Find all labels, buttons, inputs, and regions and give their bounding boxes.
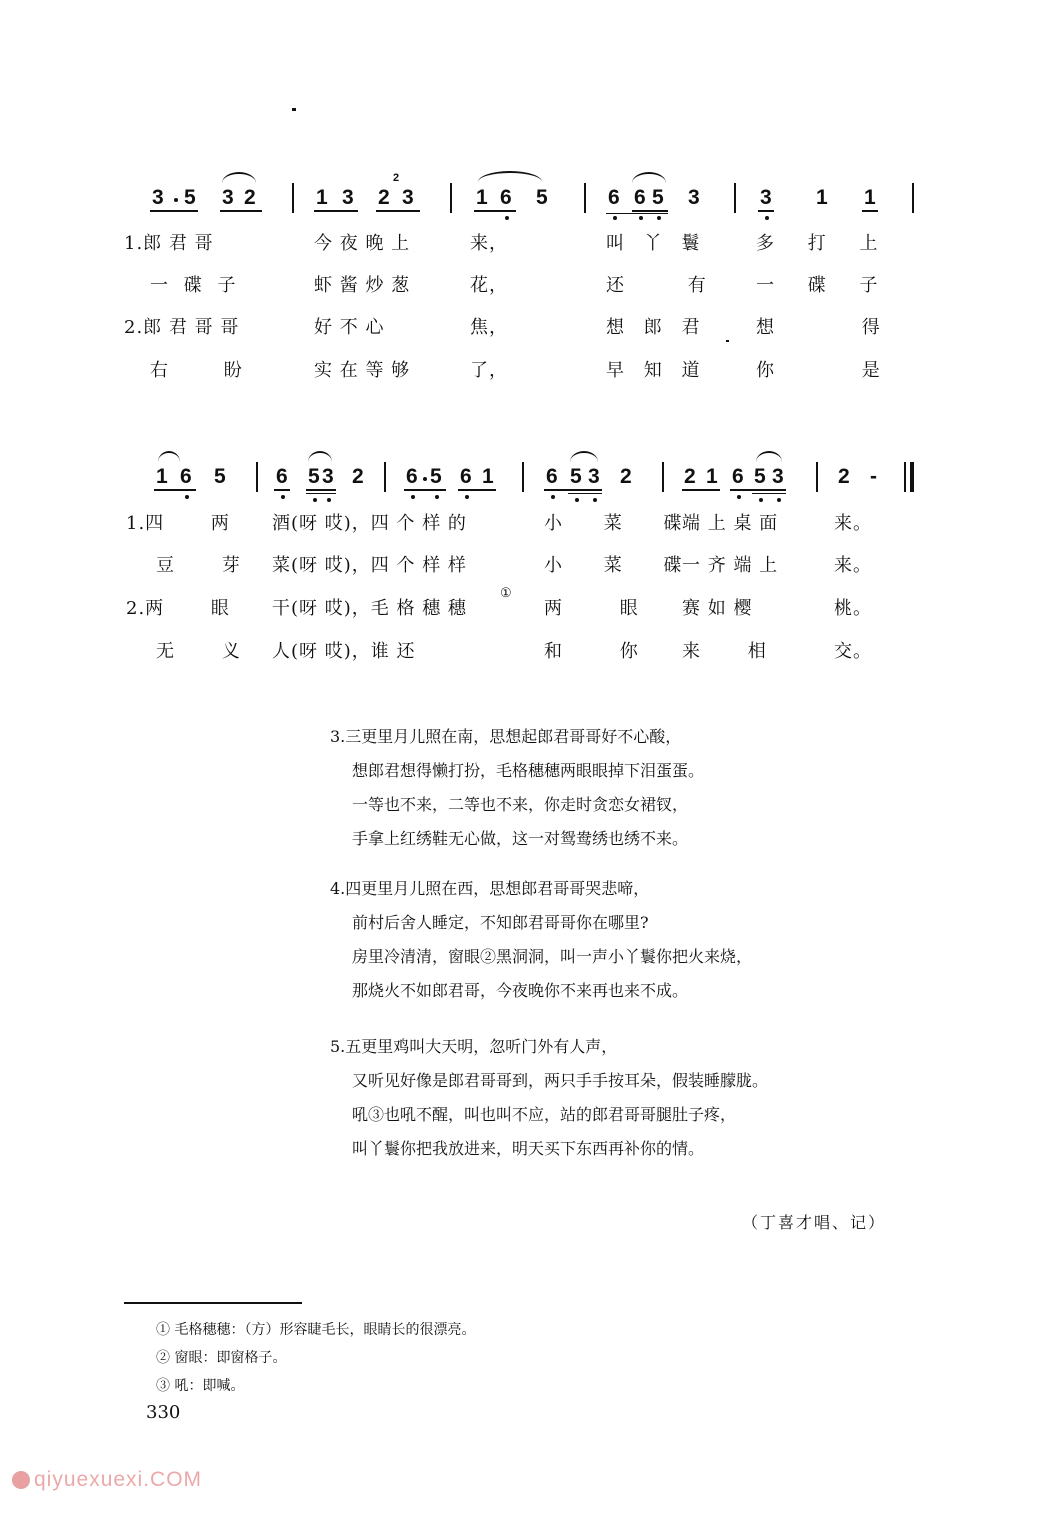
- grace-note: 2: [393, 172, 400, 184]
- dot: [575, 498, 579, 502]
- footnote: ② 窗眼：即窗格子。: [156, 1350, 287, 1366]
- note: 6: [500, 186, 512, 209]
- beam: [568, 493, 602, 494]
- notation-row-2: [0, 0, 1054, 500]
- lyric-cell: 花，: [470, 275, 508, 296]
- lyric-cell: 和 你: [544, 641, 639, 662]
- footnote-rule: [124, 1302, 302, 1304]
- note: 2: [352, 465, 364, 488]
- lyric-cell: 交。: [834, 641, 872, 662]
- note: 6: [634, 186, 646, 209]
- note: 3: [322, 465, 334, 488]
- dot: [411, 495, 415, 499]
- lyric-cell: 无 义: [156, 641, 241, 662]
- note: 3: [402, 186, 414, 209]
- lyric-cell: 桃。: [834, 598, 872, 619]
- verse-line: 一等也不来，二等也不来，你走时贪恋女裙钗，: [352, 795, 689, 814]
- dot: [185, 495, 189, 499]
- lyric-cell: 一 碟 子: [756, 275, 879, 296]
- beam: [306, 489, 336, 491]
- note: 3: [588, 465, 600, 488]
- beam: [730, 489, 786, 491]
- page-number: 330: [146, 1402, 181, 1423]
- lyric-cell: 来 相: [682, 641, 767, 662]
- note: 1: [706, 465, 718, 488]
- lyric-cell: 一 碟 子: [150, 275, 237, 296]
- lyric-cell: 叫 丫 鬟: [606, 233, 701, 254]
- verse-line: 那烧火不如郎君哥，今夜晚你不来再也来不成。: [352, 981, 689, 1000]
- note: 2: [378, 186, 390, 209]
- verse-line: 5.五更里鸡叫大天明，忽听门外有人声，: [330, 1037, 618, 1056]
- note: 6: [732, 465, 744, 488]
- note: 2: [838, 465, 850, 488]
- watermark-text: qiyuexuexi.COM: [34, 1468, 203, 1491]
- note: 6: [180, 465, 192, 488]
- note: 5: [754, 465, 766, 488]
- lyric-cell: 想 郎 君: [606, 317, 701, 338]
- beam: [274, 489, 290, 491]
- dot: [327, 498, 331, 502]
- beam: [306, 493, 336, 494]
- watermark-logo-icon: [12, 1471, 30, 1489]
- lyric-cell: 人(呀 哎)，谁 还: [272, 641, 416, 662]
- lyric-cell: 早 知 道: [606, 360, 701, 381]
- lyric-cell: 焦，: [470, 317, 508, 338]
- note: 3: [222, 186, 234, 209]
- dot: [281, 495, 285, 499]
- lyric-cell: 豆 芽: [156, 555, 241, 576]
- watermark: [6, 1462, 236, 1502]
- footnote: ③ 吼：即喊。: [156, 1378, 245, 1394]
- note: 1: [476, 186, 488, 209]
- lyric-cell: 来。: [834, 555, 872, 576]
- verse-line: 房里冷清清，窗眼②黑洞洞，叫一声小丫鬟你把火来烧，: [352, 947, 753, 966]
- lyric-cell: 2.两 眼: [126, 598, 230, 619]
- slur: [308, 451, 332, 462]
- final-barline-thick: [910, 462, 914, 492]
- note: 1: [482, 465, 494, 488]
- beam: [544, 489, 602, 491]
- note: 3: [688, 186, 700, 209]
- verse-5: [330, 1030, 768, 1166]
- lyric-cell: 今 夜 晚 上: [314, 233, 411, 254]
- lyric-cell: 右 盼: [150, 360, 243, 381]
- lyric-cell: 干(呀 哎)，毛 格 穗 穗: [272, 598, 467, 619]
- lyric-cell: 赛 如 樱: [682, 598, 753, 619]
- lyric-cell: 端 上 桌 面: [682, 513, 779, 534]
- verse-line: 4.四更里月儿照在西，思想郎君哥哥哭悲啼，: [330, 879, 650, 898]
- final-barline-thin: [904, 462, 906, 492]
- lyric-cell: 1.郎 君 哥: [124, 233, 214, 254]
- slur: [756, 451, 782, 462]
- note: 6: [460, 465, 472, 488]
- note: 2: [620, 465, 632, 488]
- verse-line: 又听见好像是郎君哥哥到，两只手手按耳朵，假装睡朦胧。: [352, 1071, 769, 1090]
- credit: （丁喜才唱、记）: [742, 1213, 887, 1232]
- note: 2: [684, 465, 696, 488]
- lyric-cell: 两 眼: [544, 598, 639, 619]
- footnote-marker: ①: [500, 586, 513, 601]
- note: 5: [184, 186, 196, 209]
- dot: [777, 498, 781, 502]
- barline: [384, 462, 386, 492]
- slur: [570, 451, 598, 462]
- verse-line: 3.三更里月儿照在南，思想起郎君哥哥好不心酸，: [330, 727, 682, 746]
- dot: [465, 495, 469, 499]
- note: 1: [316, 186, 328, 209]
- note: 3: [342, 186, 354, 209]
- lyric-cell: 2.郎 君 哥 哥: [124, 317, 240, 338]
- lyric-cell: 好 不 心: [314, 317, 385, 338]
- beam: [458, 489, 496, 491]
- verse-3: [330, 720, 704, 856]
- footnote: ① 毛格穗穗：（方）形容睫毛长，眼睛长的很漂亮。: [156, 1322, 476, 1338]
- lyric-cell: 实 在 等 够: [314, 360, 411, 381]
- beam: [154, 489, 196, 491]
- note: 1: [156, 465, 168, 488]
- lyric-cell: 菜(呀 哎)，四 个 样 样: [272, 555, 467, 576]
- verse-line: 前村后舍人睡定，不知郎君哥哥你在哪里?: [352, 913, 649, 932]
- lyric-cell: 来。: [834, 513, 872, 534]
- note: 2: [244, 186, 256, 209]
- note: 5: [308, 465, 320, 488]
- note: 6: [608, 186, 620, 209]
- note: 1: [816, 186, 828, 209]
- note: 6: [276, 465, 288, 488]
- dot: [759, 498, 763, 502]
- note: -: [870, 465, 877, 488]
- verse-line: 叫丫鬟你把我放进来，明天买下东西再补你的情。: [352, 1139, 705, 1158]
- note: 5: [214, 465, 226, 488]
- lyric-cell: 多 打 上: [756, 233, 879, 254]
- lyric-cell: 一 齐 端 上: [682, 555, 779, 576]
- lyric-cell: 小 菜 碟: [544, 513, 683, 534]
- dot: [423, 477, 427, 481]
- note: 3: [760, 186, 772, 209]
- lyric-cell: 小 菜 碟: [544, 555, 683, 576]
- note: 6: [406, 465, 418, 488]
- lyric-cell: 虾 酱 炒 葱: [314, 275, 411, 296]
- beam: [682, 489, 720, 491]
- verse-line: 吼③也吼不醒，叫也叫不应，站的郎君哥哥腿肚子疼，: [352, 1105, 737, 1124]
- lyric-cell: 还 有: [606, 275, 707, 296]
- dot: [593, 498, 597, 502]
- barline: [256, 462, 258, 492]
- note: 6: [546, 465, 558, 488]
- beam: [752, 493, 786, 494]
- slur: [158, 451, 180, 462]
- note: 5: [570, 465, 582, 488]
- note: 5: [536, 186, 548, 209]
- dot: [551, 495, 555, 499]
- lyric-cell: 想 得: [756, 317, 881, 338]
- note: 5: [430, 465, 442, 488]
- lyric-cell: 你 是: [756, 360, 881, 381]
- barline: [522, 462, 524, 492]
- dot: [313, 498, 317, 502]
- note: 5: [652, 186, 664, 209]
- note: 3: [772, 465, 784, 488]
- dot: [737, 495, 741, 499]
- note: 1: [864, 186, 876, 209]
- lyric-cell: 来，: [470, 233, 508, 254]
- verse-line: 手拿上红绣鞋无心做，这一对鸳鸯绣也绣不来。: [352, 829, 689, 848]
- beam: [404, 489, 446, 491]
- verse-4: [330, 872, 752, 1008]
- lyric-cell: 了，: [470, 360, 508, 381]
- verse-line: 想郎君想得懒打扮，毛格穗穗两眼眼掉下泪蛋蛋。: [352, 761, 705, 780]
- dot: [435, 495, 439, 499]
- lyric-cell: 1.四 两: [126, 513, 230, 534]
- barline: [816, 462, 818, 492]
- barline: [662, 462, 664, 492]
- note: 3: [152, 186, 164, 209]
- lyric-cell: 酒(呀 哎)，四 个 样 的: [272, 513, 467, 534]
